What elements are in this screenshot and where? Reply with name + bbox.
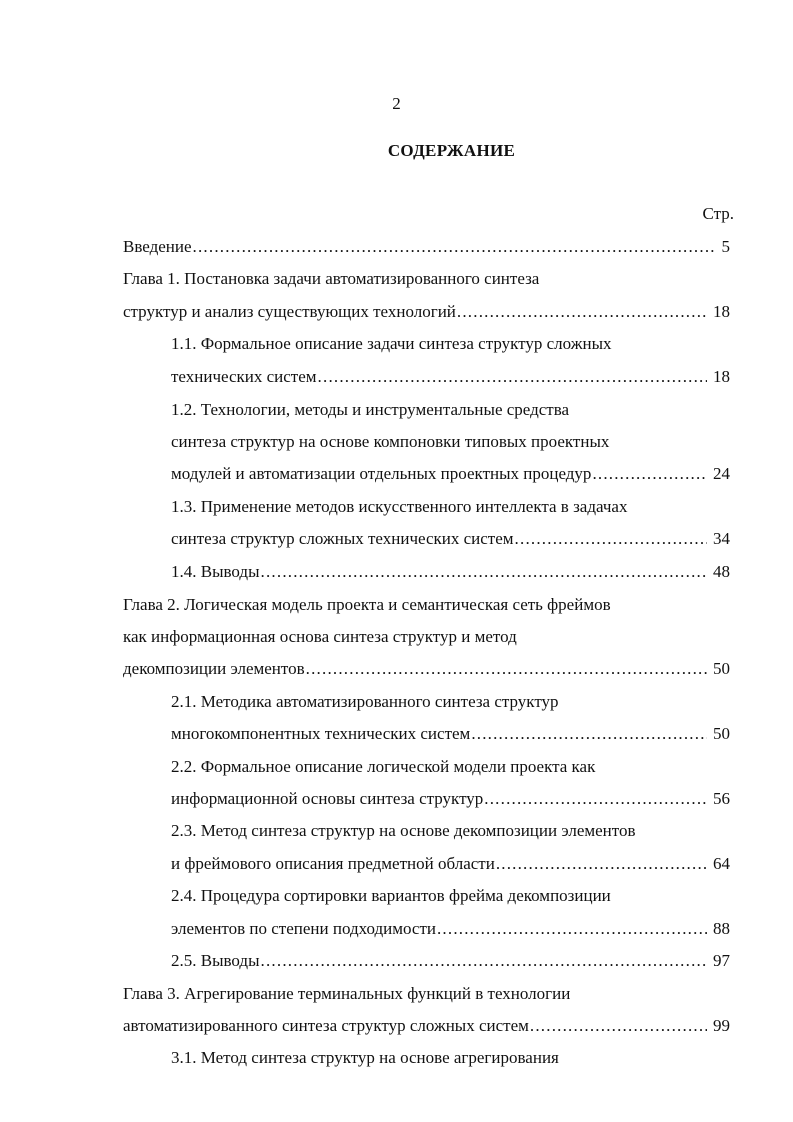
toc-entry-text: Введение xyxy=(123,237,192,256)
dot-leader xyxy=(456,301,707,323)
toc-entry-text: синтеза структур сложных технических систем xyxy=(171,529,514,548)
toc-entry-text: элементов по степени подходимости xyxy=(171,919,436,938)
toc-page-number: 18 xyxy=(713,367,730,386)
toc-entry-2-2-line-1[interactable]: 2.2. Формальное описание логической модели проекта как xyxy=(171,757,596,776)
toc-entry-1-2[interactable] xyxy=(171,463,730,485)
toc-entry-2-2[interactable] xyxy=(171,788,730,810)
toc-entry-introduction[interactable] xyxy=(123,236,730,258)
toc-entry-2-4[interactable] xyxy=(171,918,730,940)
toc-entry-1-1-line-1[interactable]: 1.1. Формальное описание задачи синтеза структур сложных xyxy=(171,334,612,353)
toc-entry-2-4-line-1[interactable]: 2.4. Процедура сортировки вариантов фрейма декомпозиции xyxy=(171,886,611,905)
dot-leader xyxy=(305,658,707,680)
dot-leader xyxy=(317,366,707,388)
toc-entry-text: технических систем xyxy=(171,367,317,386)
toc-entry-text: автоматизированного синтеза структур сложных систем xyxy=(123,1016,529,1035)
toc-entry-1-2-line-1[interactable]: 1.2. Технологии, методы и инструментальные средства xyxy=(171,400,570,419)
toc-page-number: 24 xyxy=(713,464,730,483)
toc-page-number: 5 xyxy=(721,237,730,256)
toc-entry-text: многокомпонентных технических систем xyxy=(171,724,471,743)
toc-page-number: 50 xyxy=(713,659,730,678)
toc-entry-chapter-2-line-1[interactable]: Глава 2. Логическая модель проекта и семантическая сеть фреймов xyxy=(123,595,611,614)
dot-leader xyxy=(495,853,707,875)
toc-entry-2-3-line-1[interactable]: 2.3. Метод синтеза структур на основе декомпозиции элементов xyxy=(171,821,636,840)
toc-page-number: 50 xyxy=(713,724,730,743)
toc-page-number: 56 xyxy=(713,789,730,808)
page-column-label: Стр. xyxy=(702,204,734,223)
toc-entry-text: 1.4. Выводы xyxy=(171,562,260,581)
toc-entry-chapter-3[interactable] xyxy=(123,1015,730,1037)
dot-leader xyxy=(436,918,707,940)
toc-page-number: 48 xyxy=(713,562,730,581)
toc-page-number: 34 xyxy=(713,529,730,548)
toc-entry-1-1[interactable] xyxy=(171,366,730,388)
toc-entry-1-4[interactable] xyxy=(171,561,730,583)
toc-entry-2-1[interactable] xyxy=(171,723,730,745)
toc-entry-2-3[interactable] xyxy=(171,853,730,875)
toc-entry-text: модулей и автоматизации отдельных проектных процедур xyxy=(171,464,592,483)
toc-entry-chapter-1-line-1[interactable]: Глава 1. Постановка задачи автоматизированного синтеза xyxy=(123,269,540,288)
toc-entry-chapter-1[interactable] xyxy=(123,301,730,323)
dot-leader xyxy=(529,1015,707,1037)
toc-page-number: 99 xyxy=(713,1016,730,1035)
toc-entry-text: декомпозиции элементов xyxy=(123,659,305,678)
toc-page-number: 64 xyxy=(713,854,730,873)
dot-leader xyxy=(470,723,707,745)
toc-entry-chapter-2[interactable] xyxy=(123,658,730,680)
toc-page-number: 97 xyxy=(713,951,730,970)
dot-leader xyxy=(260,950,707,972)
toc-entry-2-5[interactable] xyxy=(171,950,730,972)
dot-leader xyxy=(260,561,707,583)
toc-entry-chapter-3-line-1[interactable]: Глава 3. Агрегирование терминальных функций в технологии xyxy=(123,984,571,1003)
toc-entry-chapter-2-line-2[interactable]: как информационная основа синтеза структур и метод xyxy=(123,627,517,646)
page-title: СОДЕРЖАНИЕ xyxy=(387,141,516,160)
toc-page-number: 88 xyxy=(713,919,730,938)
toc-page-number: 18 xyxy=(713,302,730,321)
dot-leader xyxy=(192,236,716,258)
toc-entry-2-1-line-1[interactable]: 2.1. Методика автоматизированного синтеза структур xyxy=(171,692,559,711)
toc-entry-text: информационной основы синтеза структур xyxy=(171,789,484,808)
dot-leader xyxy=(514,528,707,550)
dot-leader xyxy=(591,463,707,485)
toc-entry-text: 2.5. Выводы xyxy=(171,951,260,970)
toc-entry-1-2-line-2[interactable]: синтеза структур на основе компоновки типовых проектных xyxy=(171,432,610,451)
toc-entry-text: структур и анализ существующих технологий xyxy=(123,302,456,321)
toc-entry-3-1-line-1[interactable]: 3.1. Метод синтеза структур на основе агрегирования xyxy=(171,1048,559,1067)
toc-entry-text: и фреймового описания предметной области xyxy=(171,854,495,873)
toc-entry-1-3[interactable] xyxy=(171,528,730,550)
dot-leader xyxy=(483,788,707,810)
page-number: 2 xyxy=(392,94,401,113)
toc-entry-1-3-line-1[interactable]: 1.3. Применение методов искусственного интеллекта в задачах xyxy=(171,497,628,516)
